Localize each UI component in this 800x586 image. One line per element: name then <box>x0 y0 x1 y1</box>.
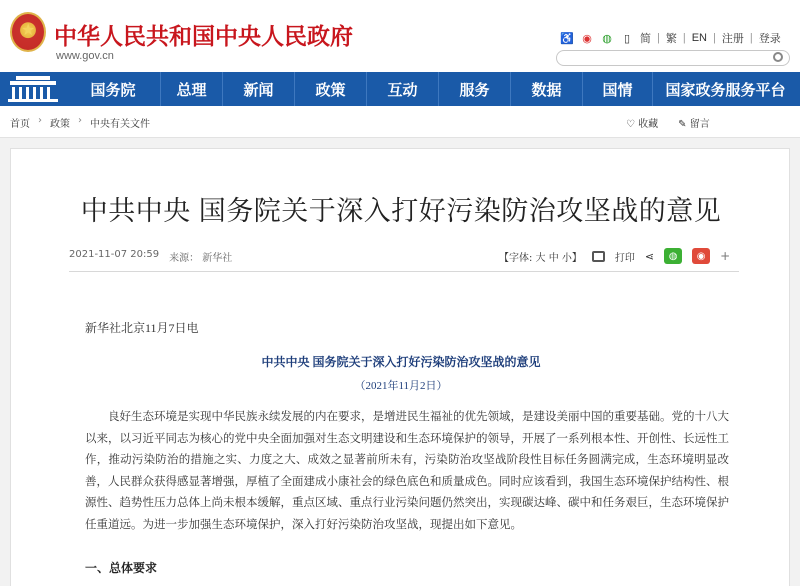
article-source: 来源： 新华社 <box>169 252 233 264</box>
section-heading: 一、总体要求 <box>85 561 158 575</box>
article-title: 中共中央 国务院关于深入打好污染防治攻坚战的意见 <box>80 196 722 226</box>
site-header <box>0 0 800 72</box>
site-title[interactable]: 中华人民共和国中央人民政府 <box>54 23 353 50</box>
search-icon[interactable] <box>773 52 783 62</box>
nav-item-services[interactable]: 服务 <box>438 72 510 106</box>
article-paragraph: 良好生态环境是实现中华民族永续发展的内在要求，是增进民生福祉的优先领域，是建设美丽中国的重要基础。党的十八大以来，以习近平同志为核心的党中央全面加强对生态文明建设和生态环境保护的领导，开展了一系列根本性、开创性、长远性工作，推动污染防治的措施之实、力度之大、成效之显著前所未有，污染防治攻坚战阶段性目标任务圆满完成，生态环境明显改善，人民群众获得感显著增强，厚植了全面建成小康社会的绿色底色和质量成色。同时应该看到，我国生态环境保护结构性、根源性、趋势性压力总体上尚未根本缓解，重点区域、重点行业污染问题仍然突出，实现碳达峰、碳中和任务艰巨，生态环境保护任重道远。为进一步加强生态环境保护，深入打好污染防治攻坚战，现提出如下意见。 <box>85 411 729 531</box>
separator: | <box>749 32 753 44</box>
print-button[interactable]: 打印 <box>614 252 635 264</box>
separator: | <box>682 32 686 44</box>
comment-label: 留言 <box>689 119 710 130</box>
breadcrumb-home[interactable]: 首页 <box>10 119 30 130</box>
nav-item-state-council[interactable]: 国务院 <box>90 80 136 99</box>
share-icon[interactable]: ⋖ <box>644 249 655 263</box>
nav-item-gov-service-platform[interactable]: 国家政务服务平台 <box>652 72 798 106</box>
breadcrumb-separator: › <box>38 115 42 126</box>
main-nav <box>0 72 800 106</box>
article-card <box>10 148 790 586</box>
mobile-icon[interactable]: ▯ <box>623 32 631 45</box>
lang-traditional-link[interactable]: 繁 <box>665 33 677 45</box>
meta-divider <box>69 271 739 272</box>
more-share-icon[interactable]: + <box>720 249 731 263</box>
nav-item-premier[interactable]: 总理 <box>160 72 222 106</box>
breadcrumb-policy[interactable]: 政策 <box>50 119 70 130</box>
breadcrumb-bar <box>0 106 800 138</box>
favorite-button[interactable] <box>626 115 658 130</box>
header-tools <box>560 30 781 46</box>
wechat-share-icon[interactable]: ◍ <box>664 248 682 264</box>
nav-item-data[interactable]: 数据 <box>510 72 582 106</box>
national-emblem-icon[interactable] <box>10 12 46 52</box>
font-size-selector[interactable]: 【字体: 大 中 小】 <box>499 252 582 264</box>
register-link[interactable]: 注册 <box>721 33 744 45</box>
edit-icon: ✎ <box>678 119 690 130</box>
separator: | <box>713 32 716 44</box>
login-link[interactable]: 登录 <box>758 33 781 45</box>
comment-button[interactable] <box>678 115 710 130</box>
nav-item-news[interactable]: 新闻 <box>222 72 294 106</box>
nav-item-national-info[interactable]: 国情 <box>582 72 652 106</box>
tiananmen-logo-icon[interactable] <box>0 72 66 106</box>
nav-item-interaction[interactable]: 互动 <box>366 72 438 106</box>
nav-item-policy[interactable]: 政策 <box>294 72 366 106</box>
heart-icon: ♡ <box>626 119 639 130</box>
accessibility-icon[interactable]: ♿ <box>560 32 574 45</box>
search-input[interactable] <box>556 50 790 66</box>
lang-simplified-link[interactable]: 简 <box>640 33 651 45</box>
document-date: （2021年11月2日） <box>354 380 448 392</box>
weibo-icon[interactable]: ◉ <box>582 32 592 45</box>
breadcrumb <box>10 115 150 130</box>
document-title: 中共中央 国务院关于深入打好污染防治攻坚战的意见 <box>261 355 541 369</box>
site-url: www.gov.cn <box>56 50 114 62</box>
favorite-label: 收藏 <box>638 119 659 130</box>
dateline: 新华社北京11月7日电 <box>85 321 199 335</box>
wechat-icon[interactable]: ◍ <box>602 32 612 45</box>
article-meta <box>69 245 749 267</box>
page-actions <box>626 115 710 130</box>
print-icon[interactable] <box>592 251 605 262</box>
separator: | <box>657 32 660 44</box>
breadcrumb-current[interactable]: 中央有关文件 <box>90 119 150 130</box>
lang-english-link[interactable]: EN <box>691 32 707 44</box>
publish-date: 2021-11-07 20:59 <box>69 248 160 260</box>
weibo-share-icon[interactable]: ◉ <box>692 248 710 264</box>
breadcrumb-separator: › <box>78 115 82 126</box>
